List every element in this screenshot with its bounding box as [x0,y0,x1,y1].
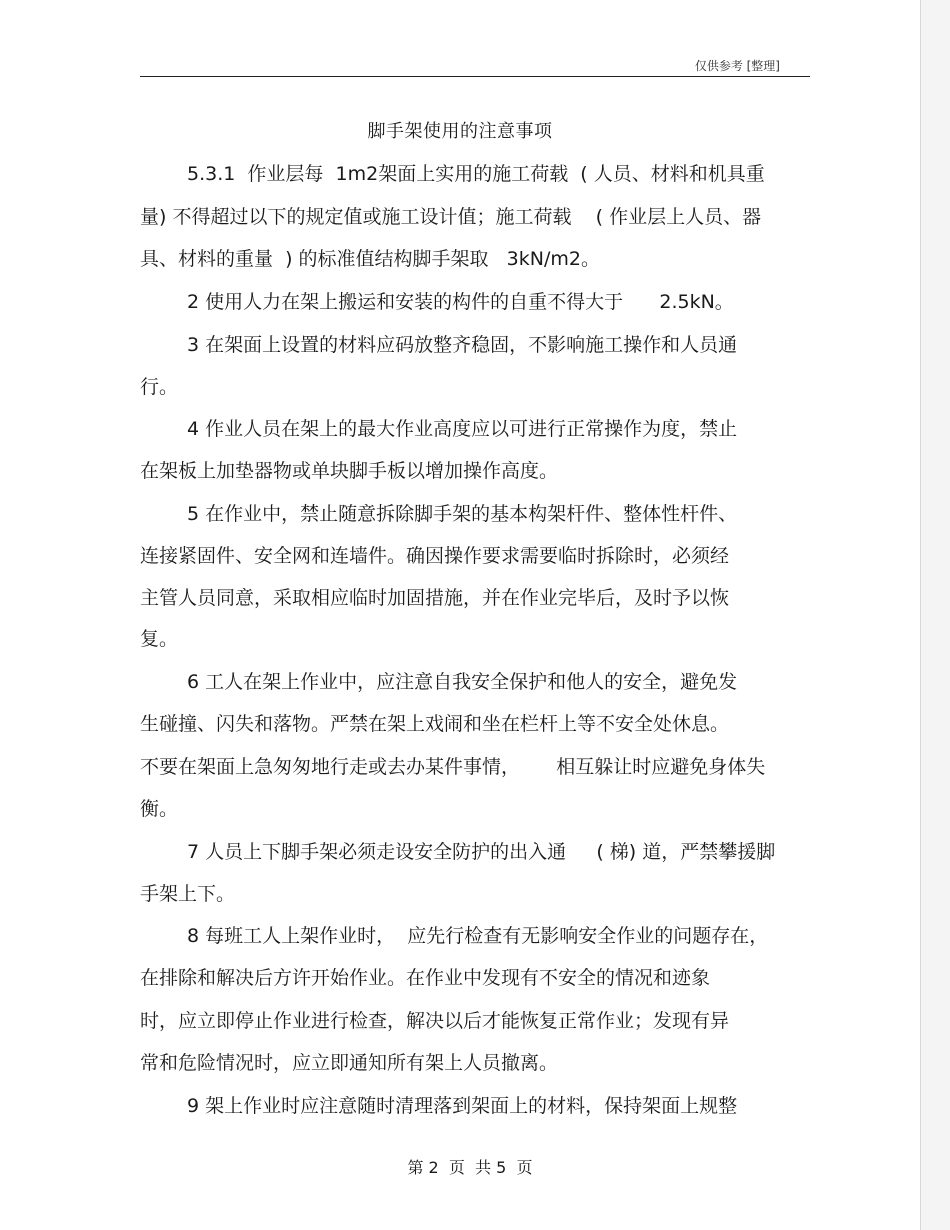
body-line: 4 作业人员在架上的最大作业高度应以可进行正常操作为度，禁止 [187,418,738,440]
header-rule [140,76,810,77]
body-line: 时，应立即停止作业进行检查，解决以后才能恢复正常作业；发现有异 [140,1010,730,1032]
body-line: 具、材料的重量 ) 的标准值结构脚手架取 3kN/m2。 [140,248,600,270]
body-line: 主管人员同意，采取相应临时加固措施，并在作业完毕后，及时予以恢 [140,587,730,609]
body-line: 常和危险情况时，应立即通知所有架上人员撤离。 [140,1052,559,1074]
page-number: 第 2 页 共 5 页 [407,1158,533,1177]
body-line: 8 每班工人上架作业时， 应先行检查有无影响安全作业的问题存在， [187,925,769,947]
body-line: 衡。 [140,798,179,820]
body-line: 3 在架面上设置的材料应码放整齐稳固，不影响施工操作和人员通 [187,334,738,356]
viewer-margin [921,0,950,1230]
document-title: 脚手架使用的注意事项 [367,121,553,142]
body-line: 6 工人在架上作业中，应注意自我安全保护和他人的安全，避免发 [187,671,738,693]
body-line: 手架上下。 [140,883,236,905]
body-line: 连接紧固件、安全网和连墙件。确因操作要求需要临时拆除时，必须经 [140,545,730,567]
body-line: 2 使用人力在架上搬运和安装的构件的自重不得大于 2.5kN。 [187,291,734,313]
body-line: 复。 [140,628,179,650]
body-line: 行。 [140,376,179,398]
body-line: 5.3.1 作业层每 1m2架面上实用的施工荷载 ( 人员、材料和机具重 [187,163,765,185]
body-line: 不要在架面上急匆匆地行走或去办某件事情， 相互躲让时应避免身体失 [140,756,766,778]
body-line: 在排除和解决后方许开始作业。在作业中发现有不安全的情况和迹象 [140,967,711,989]
header-note: 仅供参考 [整理] [694,59,780,73]
body-line: 量) 不得超过以下的规定值或施工设计值；施工荷载 ( 作业层上人员、器 [140,206,762,228]
body-line: 7 人员上下脚手架必须走设安全防护的出入通 ( 梯) 道，严禁攀援脚 [187,841,776,863]
body-line: 生碰撞、闪失和落物。严禁在架上戏闹和坐在栏杆上等不安全处休息。 [140,713,730,735]
body-line: 在架板上加垫器物或单块脚手板以增加操作高度。 [140,460,559,482]
body-line: 5 在作业中，禁止随意拆除脚手架的基本构架杆件、整体性杆件、 [187,503,738,525]
body-line: 9 架上作业时应注意随时清理落到架面上的材料，保持架面上规整 [187,1095,738,1117]
